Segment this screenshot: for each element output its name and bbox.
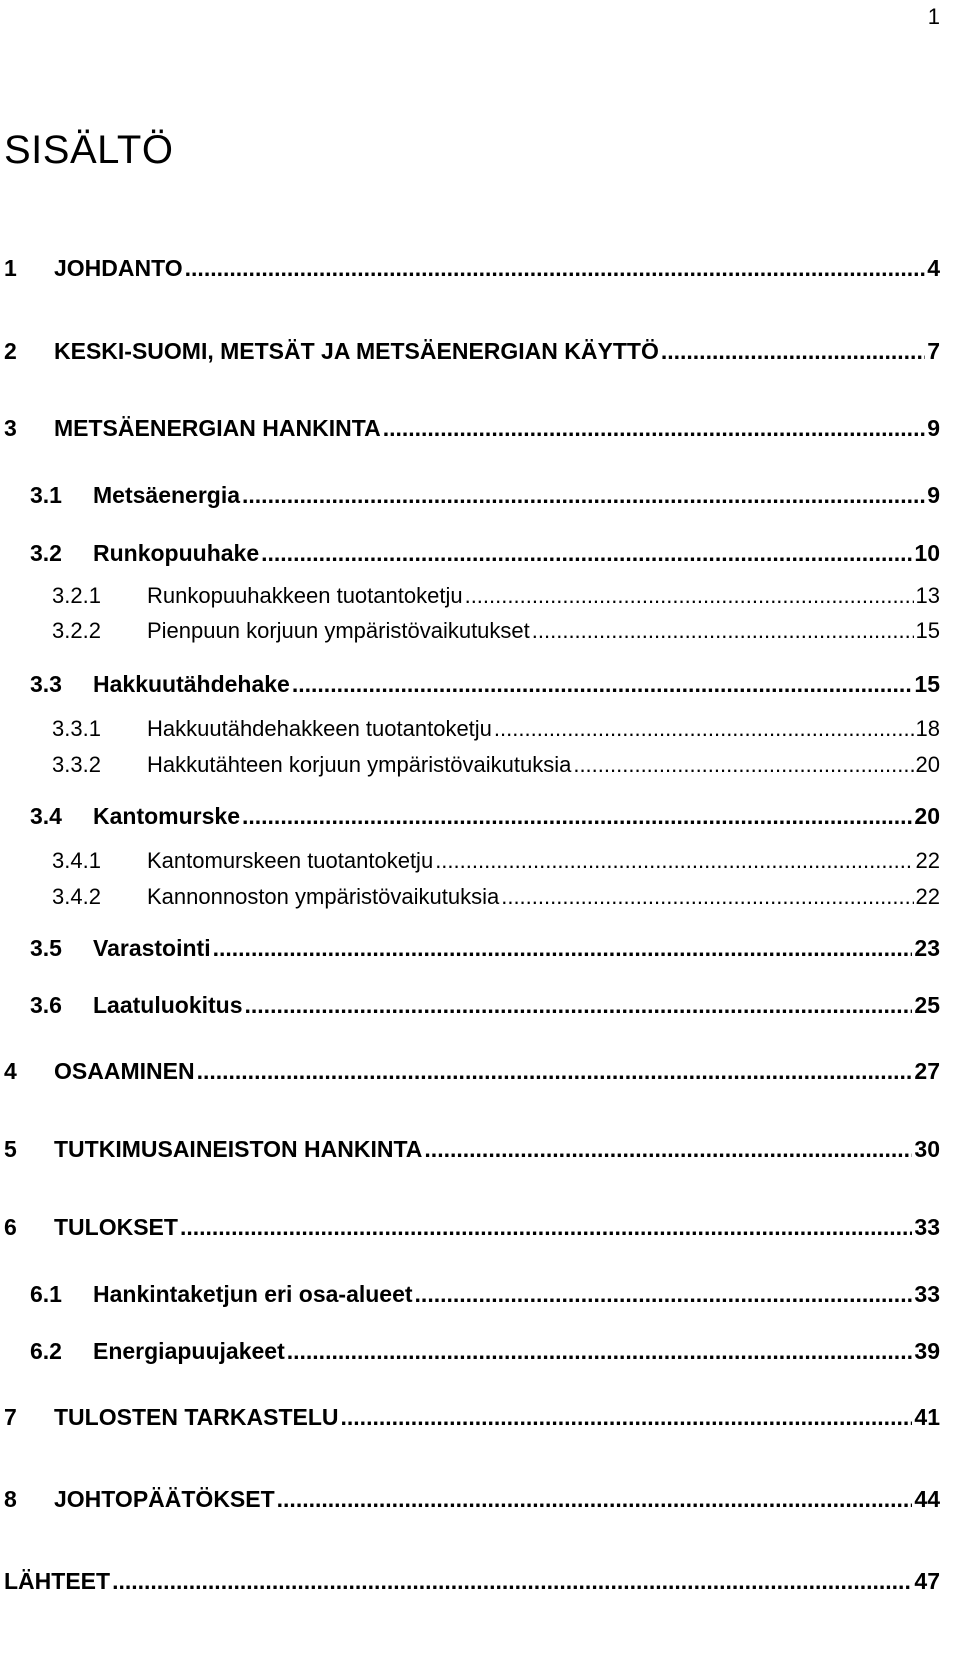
toc-leader-dots bbox=[112, 1568, 912, 1595]
toc-leader-dots bbox=[261, 540, 912, 567]
toc-entry[interactable] bbox=[52, 583, 940, 617]
toc-entry-page: 41 bbox=[914, 1404, 940, 1430]
toc-leader-dots bbox=[573, 752, 913, 778]
toc-entry-label: Hakkuutähdehakkeen tuotantoketju bbox=[147, 716, 492, 741]
toc-entry-label: Runkopuuhake bbox=[93, 540, 260, 566]
toc-entry[interactable] bbox=[4, 1404, 940, 1438]
toc-entry-number: 6 bbox=[4, 1214, 17, 1240]
toc-entry-label: OSAAMINEN bbox=[54, 1058, 195, 1084]
toc-entry-label: METSÄENERGIAN HANKINTA bbox=[54, 415, 381, 441]
toc-entry-label: JOHTOPÄÄTÖKSET bbox=[54, 1486, 275, 1512]
toc-entry[interactable] bbox=[4, 1058, 940, 1092]
toc-entry-number: 2 bbox=[4, 338, 17, 364]
toc-entry[interactable] bbox=[4, 1568, 940, 1602]
toc-entry-page: 7 bbox=[927, 338, 940, 364]
toc-leader-dots bbox=[245, 992, 913, 1019]
toc-leader-dots bbox=[292, 671, 913, 698]
toc-entry-page: 9 bbox=[927, 482, 940, 508]
toc-leader-dots bbox=[494, 716, 914, 742]
toc-entry[interactable] bbox=[4, 255, 940, 289]
toc-entry-page: 18 bbox=[915, 716, 940, 741]
toc-entry[interactable] bbox=[30, 540, 940, 574]
toc-leader-dots bbox=[242, 803, 912, 830]
toc-leader-dots bbox=[383, 415, 926, 442]
toc-entry[interactable] bbox=[30, 992, 940, 1026]
toc-entry-page: 9 bbox=[927, 415, 940, 441]
toc-leader-dots bbox=[287, 1338, 913, 1365]
toc-entry-number: 6.2 bbox=[30, 1338, 62, 1364]
toc-leader-dots bbox=[180, 1214, 912, 1241]
toc-entry-label: Varastointi bbox=[93, 935, 211, 961]
toc-entry-number: 3.2.1 bbox=[52, 583, 101, 608]
toc-entry-number: 3.4 bbox=[30, 803, 62, 829]
toc-leader-dots bbox=[415, 1281, 913, 1308]
toc-entry-label: JOHDANTO bbox=[54, 255, 183, 281]
toc-entry-label: TUTKIMUSAINEISTON HANKINTA bbox=[54, 1136, 423, 1162]
toc-leader-dots bbox=[465, 583, 914, 609]
toc-entry-number: 3.2 bbox=[30, 540, 62, 566]
toc-leader-dots bbox=[532, 618, 914, 644]
page-number: 1 bbox=[927, 4, 940, 29]
toc-entry-page: 33 bbox=[914, 1281, 940, 1307]
toc-entry[interactable] bbox=[52, 884, 940, 918]
toc-entry-page: 23 bbox=[914, 935, 940, 961]
toc-leader-dots bbox=[501, 884, 913, 910]
toc-leader-dots bbox=[435, 848, 913, 874]
toc-entry-label: Hakkuutähdehake bbox=[93, 671, 290, 697]
toc-entry-label: Hakkutähteen korjuun ympäristövaikutuksia bbox=[147, 752, 572, 777]
toc-entry-label: Laatuluokitus bbox=[93, 992, 243, 1018]
toc-entry-page: 20 bbox=[915, 752, 940, 777]
toc-entry-number: 3.4.1 bbox=[52, 848, 101, 873]
toc-entry-number: 3.4.2 bbox=[52, 884, 101, 909]
toc-entry-number: 3.3 bbox=[30, 671, 62, 697]
toc-leader-dots bbox=[424, 1136, 912, 1163]
toc-entry[interactable] bbox=[4, 1214, 940, 1248]
toc-entry[interactable] bbox=[4, 338, 940, 372]
toc-entry-label: TULOSTEN TARKASTELU bbox=[54, 1404, 339, 1430]
toc-entry-number: 3.3.1 bbox=[52, 716, 101, 741]
toc-entry-page: 4 bbox=[927, 255, 940, 281]
toc-leader-dots bbox=[197, 1058, 913, 1085]
toc-entry[interactable] bbox=[4, 415, 940, 449]
toc-entry-label: Hankintaketjun eri osa-alueet bbox=[93, 1281, 413, 1307]
toc-leader-dots bbox=[213, 935, 913, 962]
toc-entry-label: Runkopuuhakkeen tuotantoketju bbox=[147, 583, 463, 608]
toc-entry[interactable] bbox=[52, 618, 940, 652]
toc-entry-label: Kantomurske bbox=[93, 803, 240, 829]
toc-entry-label: TULOKSET bbox=[54, 1214, 178, 1240]
toc-entry-page: 10 bbox=[914, 540, 940, 566]
toc-leader-dots bbox=[242, 482, 925, 509]
toc-entry-label: Metsäenergia bbox=[93, 482, 241, 508]
toc-leader-dots bbox=[661, 338, 925, 365]
toc-entry-label: Kantomurskeen tuotantoketju bbox=[147, 848, 434, 873]
toc-entry[interactable] bbox=[4, 1486, 940, 1520]
toc-entry[interactable] bbox=[30, 671, 940, 705]
toc-entry-page: 20 bbox=[914, 803, 940, 829]
toc-entry-page: 33 bbox=[914, 1214, 940, 1240]
toc-entry-number: 7 bbox=[4, 1404, 17, 1430]
toc-entry-number: 1 bbox=[4, 255, 17, 281]
toc-entry-page: 22 bbox=[915, 848, 940, 873]
toc-entry[interactable] bbox=[30, 1281, 940, 1315]
toc-entry-page: 15 bbox=[915, 618, 940, 643]
toc-leader-dots bbox=[185, 255, 926, 282]
toc-entry-number: 8 bbox=[4, 1486, 17, 1512]
toc-entry[interactable] bbox=[30, 803, 940, 837]
toc-entry-number: 5 bbox=[4, 1136, 17, 1162]
toc-entry-page: 47 bbox=[914, 1568, 940, 1594]
toc-leader-dots bbox=[277, 1486, 913, 1513]
toc-leader-dots bbox=[341, 1404, 913, 1431]
toc-entry-label: KESKI-SUOMI, METSÄT JA METSÄENERGIAN KÄYTTÖ bbox=[54, 338, 659, 364]
toc-entry[interactable] bbox=[52, 752, 940, 786]
toc-entry-number: 4 bbox=[4, 1058, 17, 1084]
toc-entry-number: 3.6 bbox=[30, 992, 62, 1018]
toc-entry-page: 13 bbox=[915, 583, 940, 608]
toc-entry-number: 3 bbox=[4, 415, 17, 441]
toc-entry-number: 3.1 bbox=[30, 482, 62, 508]
toc-entry-number: 3.5 bbox=[30, 935, 62, 961]
toc-entry-label: Pienpuun korjuun ympäristövaikutukset bbox=[147, 618, 530, 643]
toc-entry-page: 25 bbox=[914, 992, 940, 1018]
toc-entry-page: 44 bbox=[914, 1486, 940, 1512]
toc-entry[interactable] bbox=[30, 482, 940, 516]
toc-entry-page: 15 bbox=[914, 671, 940, 697]
toc-entry-number: 3.2.2 bbox=[52, 618, 101, 643]
toc-entry-number: 3.3.2 bbox=[52, 752, 101, 777]
toc-entry-page: 30 bbox=[914, 1136, 940, 1162]
toc-entry[interactable] bbox=[4, 1136, 940, 1170]
toc-entry-page: 39 bbox=[914, 1338, 940, 1364]
toc-entry-label: LÄHTEET bbox=[4, 1568, 111, 1594]
toc-entry[interactable] bbox=[52, 848, 940, 882]
toc-title: SISÄLTÖ bbox=[4, 128, 174, 172]
toc-entry-page: 27 bbox=[914, 1058, 940, 1084]
toc-entry[interactable] bbox=[52, 716, 940, 750]
toc-entry-label: Kannonnoston ympäristövaikutuksia bbox=[147, 884, 500, 909]
toc-entry[interactable] bbox=[30, 935, 940, 969]
toc-entry-number: 6.1 bbox=[30, 1281, 62, 1307]
toc-entry-page: 22 bbox=[915, 884, 940, 909]
toc-entry[interactable] bbox=[30, 1338, 940, 1372]
toc-entry-label: Energiapuujakeet bbox=[93, 1338, 285, 1364]
